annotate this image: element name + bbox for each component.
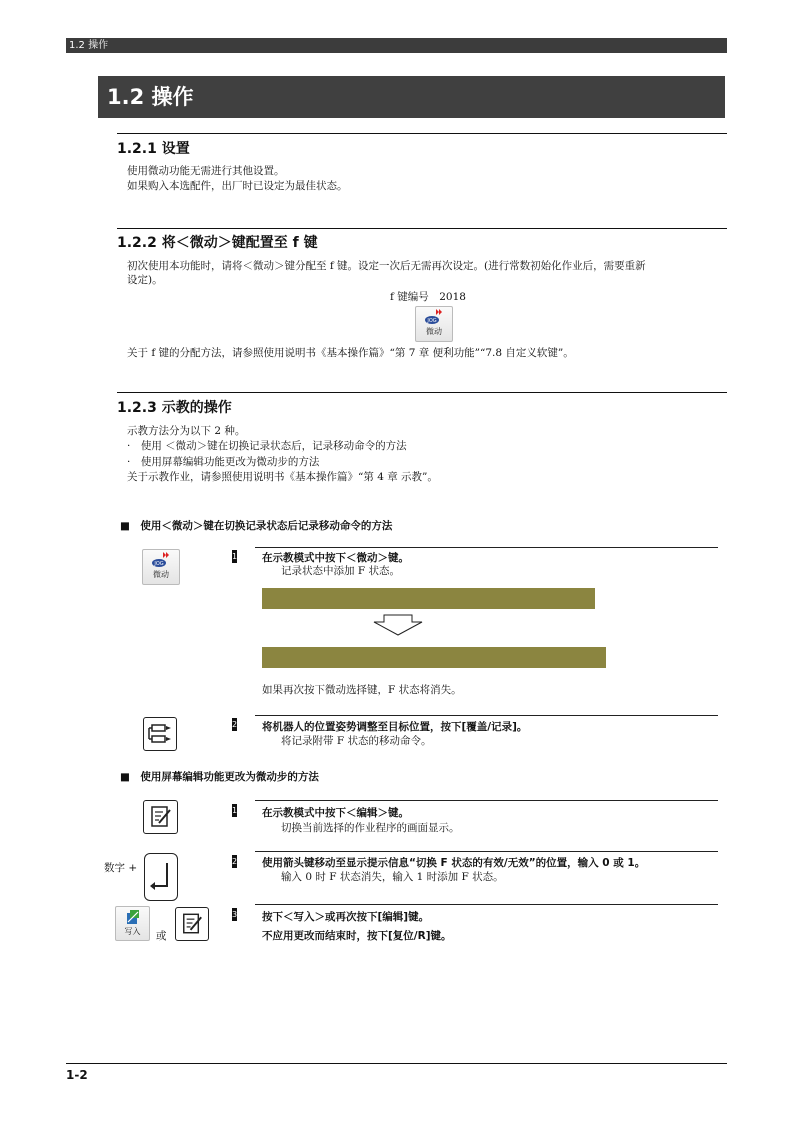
s123-line-3: · 使用屏幕编辑功能更改为微动步的方法 bbox=[127, 456, 320, 468]
jog-icon bbox=[151, 551, 171, 569]
numeric-label: 数字 + bbox=[104, 862, 138, 874]
down-arrow-icon bbox=[372, 614, 424, 636]
step-number: 2 bbox=[232, 857, 238, 866]
edit-key[interactable] bbox=[143, 800, 178, 834]
jog-key[interactable] bbox=[142, 549, 180, 585]
step-text: 将机器人的位置姿势调整至目标位置，按下[覆盖/记录]。 bbox=[262, 721, 528, 733]
note: 如果再次按下微动选择键，F 状态将消失。 bbox=[262, 684, 462, 696]
jog-key[interactable] bbox=[415, 306, 453, 342]
status-display-before bbox=[262, 588, 595, 609]
s121-line-1: 使用微动功能无需进行其他设置。 bbox=[127, 165, 285, 177]
step-number: 1 bbox=[232, 552, 238, 561]
step-rule bbox=[255, 547, 718, 548]
s122-ref: 关于 f 键的分配方法，请参照使用说明书《基本操作篇》“第 7 章 便利功能”“7.8 自定义软键”。 bbox=[127, 347, 574, 359]
fkey-number: f 键编号 2018 bbox=[390, 291, 466, 303]
record-icon bbox=[144, 718, 176, 750]
subsection-title-122: 1.2.2 将＜微动＞键配置至 f 键 bbox=[117, 235, 318, 251]
s122-line-1: 初次使用本功能时，请将＜微动＞键分配至 f 键。设定一次后无需再次设定。(进行常数初始化作业后，需要重新 bbox=[127, 260, 646, 272]
step-rule bbox=[255, 904, 718, 905]
section-rule bbox=[117, 228, 727, 229]
write-key-label: 写入 bbox=[124, 927, 141, 936]
step-subtext: 将记录附带 F 状态的移动命令。 bbox=[281, 735, 432, 747]
step-text: 在示教模式中按下＜编辑＞键。 bbox=[262, 807, 409, 819]
step-text: 在示教模式中按下＜微动＞键。 bbox=[262, 552, 409, 564]
section-rule bbox=[117, 392, 727, 393]
or-label: 或 bbox=[156, 930, 167, 942]
method-b-heading: ■ 使用屏幕编辑功能更改为微动步的方法 bbox=[120, 771, 319, 783]
enter-key[interactable] bbox=[144, 853, 178, 901]
step-number: 1 bbox=[232, 806, 238, 815]
step-subtext: 输入 0 时 F 状态消失，输入 1 时添加 F 状态。 bbox=[281, 871, 504, 883]
edit-key[interactable] bbox=[175, 907, 209, 941]
s121-line-2: 如果购入本选配件，出厂时已设定为最佳状态。 bbox=[127, 180, 348, 192]
edit-icon bbox=[144, 801, 177, 833]
footer-rule bbox=[66, 1063, 727, 1064]
step-subtext: 切换当前选择的作业程序的画面显示。 bbox=[281, 822, 460, 834]
step-number: 2 bbox=[232, 720, 238, 729]
step-number: 3 bbox=[232, 910, 238, 919]
s123-line-2: · 使用 ＜微动＞键在切换记录状态后，记录移动命令的方法 bbox=[127, 440, 407, 452]
overwrite-record-key[interactable] bbox=[143, 717, 177, 751]
section-rule bbox=[117, 133, 727, 134]
step-rule bbox=[255, 851, 718, 852]
status-display-after bbox=[262, 647, 606, 668]
s123-line-4: 关于示教作业，请参照使用说明书《基本操作篇》“第 4 章 示教”。 bbox=[127, 471, 438, 483]
enter-icon bbox=[145, 854, 177, 900]
jog-key-label: 微动 bbox=[153, 570, 169, 579]
step-subtext: 不应用更改而结束时，按下[复位/R]键。 bbox=[262, 930, 452, 942]
step-rule bbox=[255, 715, 718, 716]
svg-text:JOG: JOG bbox=[154, 561, 164, 567]
method-a-heading: ■ 使用＜微动＞键在切换记录状态后记录移动命令的方法 bbox=[120, 520, 393, 532]
jog-key-label: 微动 bbox=[426, 327, 442, 336]
step-subtext: 记录状态中添加 F 状态。 bbox=[281, 565, 400, 577]
step-text: 按下＜写入＞或再次按下[编辑]键。 bbox=[262, 911, 430, 923]
write-key[interactable] bbox=[115, 906, 150, 941]
s122-line-2: 设定)。 bbox=[127, 274, 163, 286]
subsection-title-121: 1.2.1 设置 bbox=[117, 141, 190, 157]
edit-icon bbox=[176, 908, 208, 940]
step-rule bbox=[255, 800, 718, 801]
page-number: 1-2 bbox=[66, 1068, 88, 1082]
step-text: 使用箭头键移动至显示提示信息“切换 F 状态的有效/无效”的位置，输入 0 或 1。 bbox=[262, 857, 646, 869]
section-title: 1.2 操作 bbox=[98, 76, 725, 118]
subsection-title-123: 1.2.3 示教的操作 bbox=[117, 400, 232, 416]
svg-text:JOG: JOG bbox=[427, 318, 437, 324]
write-icon bbox=[124, 908, 142, 926]
running-header: 1.2 操作 bbox=[66, 38, 727, 53]
s123-line-1: 示教方法分为以下 2 种。 bbox=[127, 425, 246, 437]
jog-icon bbox=[424, 308, 444, 326]
